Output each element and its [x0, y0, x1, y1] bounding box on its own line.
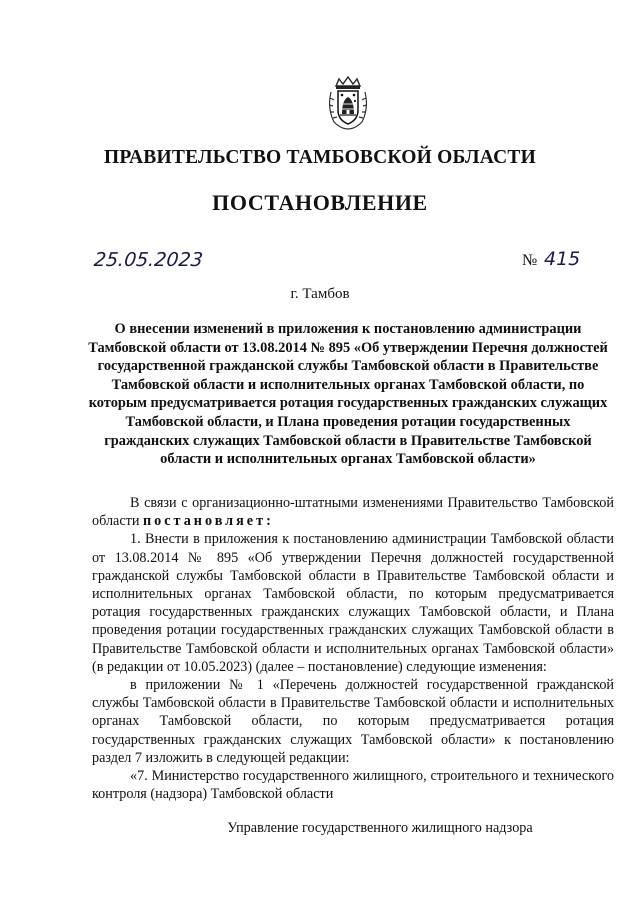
preamble-paragraph — [92, 494, 614, 530]
section-7-paragraph: «7. Министерство государственного жилищного, строительного и технического контроля (надзора) Тамбовской области — [92, 768, 614, 803]
document-number: 415 — [544, 248, 581, 270]
organization-name: ПРАВИТЕЛЬСТВО ТАМБОВСКОЙ ОБЛАСТИ — [104, 147, 536, 168]
document-subject: О внесении изменений в приложения к постановлению администрации Тамбовской области от 13.08.2014 № 895 «Об утверждении Перечня должностей государственной гражданской службы Тамбовской области в Правительстве Тамбовской области и исполнительных органах Тамбовской области, по которым предусматривается ротация государственных гражданских служащих Тамбовской области, и Плана проведения ротации государственных гражданских служащих Тамбовской области в Правительстве Тамбовской области и исполнительных органах Тамбовской области» — [88, 321, 608, 468]
document-date: 25.05.2023 — [92, 249, 204, 271]
preamble-text: В связи с организационно-штатными изменениями Правительство Тамбовской области — [92, 495, 614, 530]
document-type: ПОСТАНОВЛЕНИЕ — [212, 190, 428, 215]
document-number-label: № — [522, 252, 538, 269]
tambov-coat-of-arms-icon — [326, 76, 370, 130]
item-1-paragraph: 1. Внести в приложения к постановлению администрации Тамбовской области от 13.08.2014 № 895 «Об утверждении Перечня должностей государственной гражданской службы Тамбовской области в Правительстве Тамбовской области и исполнительных органах Тамбовской области, по которым предусматривается ротация государственных гражданских служащих Тамбовской области, и Плана проведения ротации государственных гражданских служащих Тамбовской области в Правительстве Тамбовской области и исполнительных органах Тамбовской области» (в редакции от 10.05.2023) (далее – постановление) следующие изменения: — [92, 531, 614, 675]
section-subheading: Управление государственного жилищного надзора — [227, 820, 533, 836]
document-body — [92, 494, 614, 803]
document-city: г. Тамбов — [290, 286, 350, 302]
item-1-sub-paragraph: в приложении № 1 «Перечень должностей государственной гражданской службы Тамбовской области в Правительстве Тамбовской области и исполнительных органах Тамбовской области, по которым предусматривается ротация государственных гражданских служащих Тамбовской области» к постановлению раздел 7 изложить в следующей редакции: — [92, 677, 614, 766]
resolution-keyword: постановляет: — [142, 513, 274, 530]
